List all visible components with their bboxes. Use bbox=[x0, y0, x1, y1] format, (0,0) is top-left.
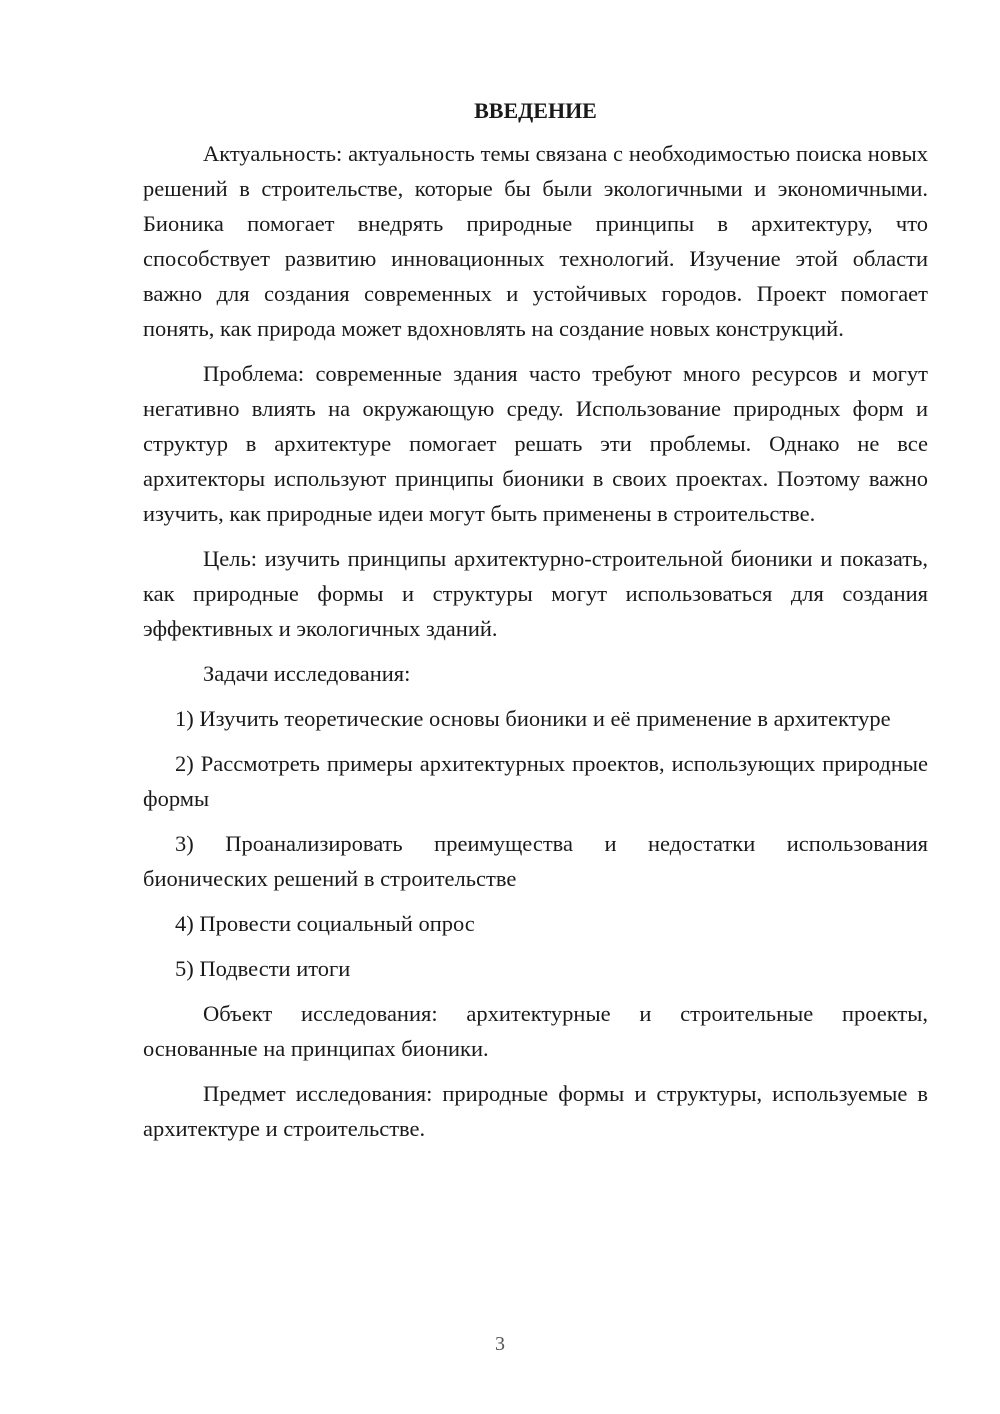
list-item: 4) Провести социальный опрос bbox=[175, 911, 475, 936]
list-item: 5) Подвести итоги bbox=[175, 956, 351, 981]
paragraph-goal: Цель: изучить принципы архитектурно-строительной бионики и показать, как природные формы и структуры могут использоваться для создания эффективных и экологичных зданий. bbox=[143, 546, 928, 641]
paragraph-problem: Проблема: современные здания часто требуют много ресурсов и могут негативно влиять на окружающую среду. Использование природных форм и структур в архитектуре помогает решать эти проблемы. Однако не все архитекторы используют принципы бионики в своих проектах. Поэтому важно изучить, как природные идеи могут быть применены в строительстве. bbox=[143, 361, 928, 526]
paragraph-subject: Предмет исследования: природные формы и структуры, используемые в архитектуре и строительстве. bbox=[143, 1081, 928, 1141]
paragraph-object: Объект исследования: архитектурные и строительные проекты, основанные на принципах бионики. bbox=[143, 1001, 928, 1061]
list-item: 3) Проанализировать преимущества и недостатки использования бионических решений в строительстве bbox=[143, 831, 928, 891]
paragraph-relevance: Актуальность: актуальность темы связана с необходимостью поиска новых решений в строительстве, которые бы были экологичными и экономичными. Бионика помогает внедрять природные принципы в архитектуру, что способствует развитию инновационных технологий. Изучение этой области важно для создания современных и устойчивых городов. Проект помогает понять, как природа может вдохновлять на создание новых конструкций. bbox=[143, 141, 928, 341]
tasks-heading: Задачи исследования: bbox=[203, 661, 411, 686]
document-page bbox=[143, 96, 928, 1156]
list-item: 2) Рассмотреть примеры архитектурных проектов, использующих природные формы bbox=[143, 751, 928, 811]
page-title: ВВЕДЕНИЕ bbox=[474, 98, 597, 123]
page-number: 3 bbox=[495, 1333, 505, 1355]
list-item: 1) Изучить теоретические основы бионики и её применение в архитектуре bbox=[175, 706, 891, 731]
